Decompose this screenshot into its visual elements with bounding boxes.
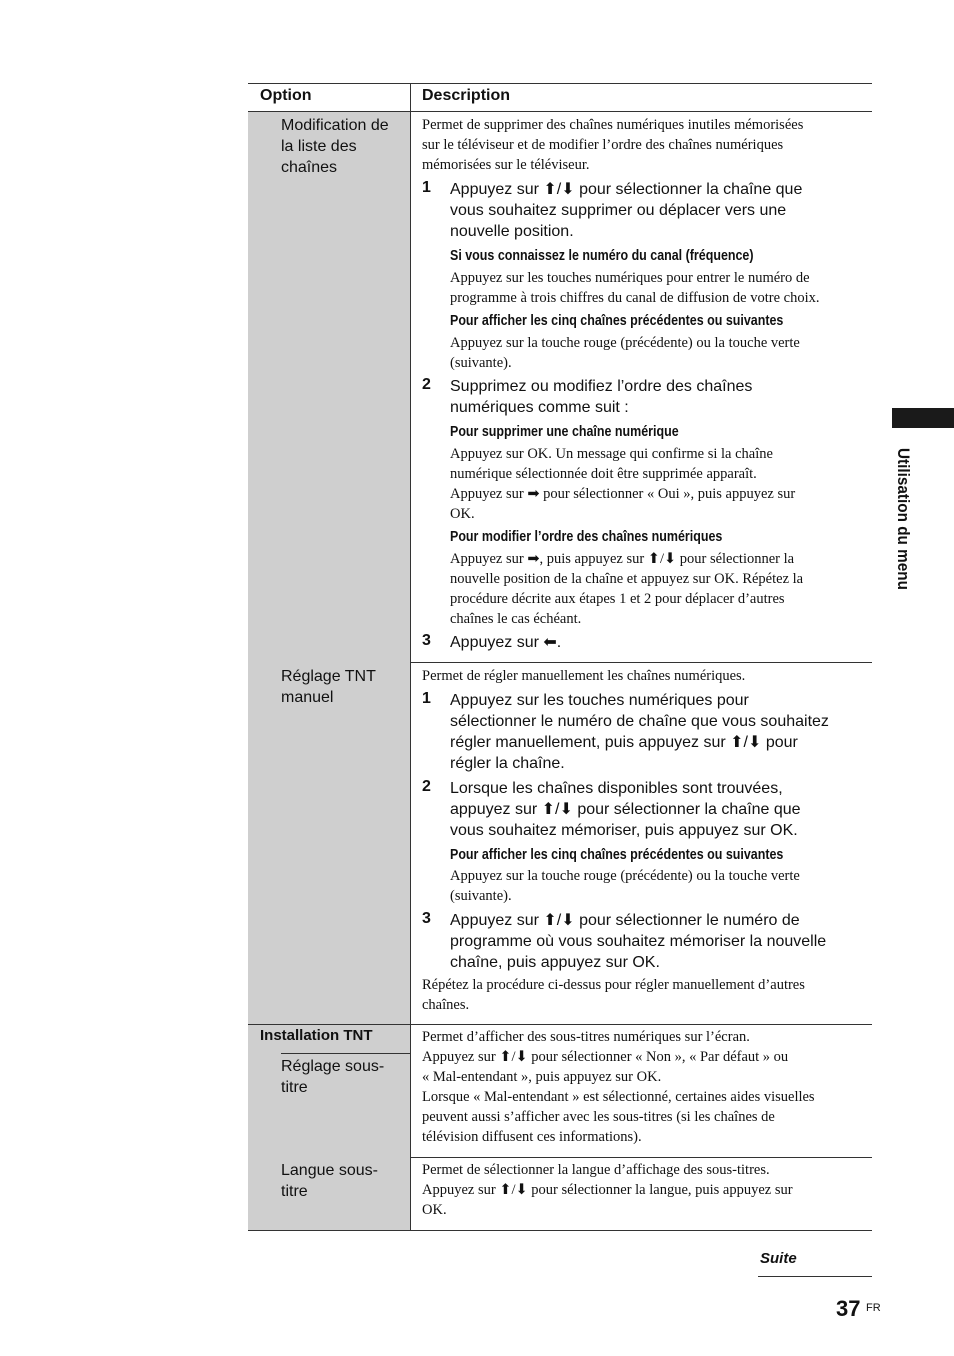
page-number: 37 bbox=[836, 1296, 861, 1321]
continued-label: Suite bbox=[760, 1250, 797, 1267]
tnt-step-2: Lorsque les chaînes disponibles sont trouvées, appuyez sur ⬆/⬇ pour sélectionner la chaîne que vous souhaitez mémoriser, puis appuyez sur OK. bbox=[450, 780, 801, 839]
sub-option-rule bbox=[281, 1053, 410, 1054]
page-language: FR bbox=[866, 1302, 881, 1314]
header-option: Option bbox=[260, 87, 312, 104]
tnt-intro: Permet de régler manuellement les chaînes numériques. bbox=[422, 668, 746, 684]
subheading: Pour supprimer une chaîne numérique bbox=[450, 424, 679, 440]
modif-sub2-text: Appuyez sur la touche rouge (précédente) ou la touche verte (suivante). bbox=[450, 335, 800, 371]
step-number: 1 bbox=[422, 179, 431, 196]
option-dtt-installation: Installation TNT bbox=[260, 1027, 373, 1044]
section-tab-marker bbox=[892, 408, 954, 428]
header-description: Description bbox=[422, 87, 511, 104]
tnt-step-3: Appuyez sur ⬆/⬇ pour sélectionner le numéro de programme où vous souhaitez mémoriser la nouvelle chaîne, puis appuyez sur OK. bbox=[450, 912, 827, 971]
option-subtitle-language: Langue sous- titre bbox=[281, 1162, 378, 1200]
modif-step-2: Supprimez ou modifiez l’ordre des chaînes numériques comme suit : bbox=[450, 378, 753, 416]
modif-step-3: Appuyez sur ⬅. bbox=[450, 634, 562, 651]
modif-step-1: Appuyez sur ⬆/⬇ pour sélectionner la chaîne que vous souhaitez supprimer ou déplacer vers une nouvelle position. bbox=[450, 181, 803, 240]
step-number: 3 bbox=[422, 632, 431, 649]
subtitle-language-desc: Permet de sélectionner la langue d’affichage des sous-titres. Appuyez sur ⬆/⬇ pour sélectionner la langue, puis appuyez sur OK. bbox=[422, 1162, 793, 1218]
modif-sub1-text: Appuyez sur les touches numériques pour entrer le numéro de programme à trois chiffres du canal de diffusion de votre choix. bbox=[450, 270, 820, 306]
table-bottom-rule bbox=[248, 1230, 872, 1231]
step-number: 3 bbox=[422, 910, 431, 927]
option-manual-dtt-tuning: Réglage TNT manuel bbox=[281, 668, 376, 706]
option-subtitle-setting: Réglage sous- titre bbox=[281, 1058, 385, 1096]
column-divider bbox=[410, 83, 411, 1231]
options-table bbox=[248, 83, 872, 1231]
subheading: Si vous connaissez le numéro du canal (fréquence) bbox=[450, 248, 754, 264]
subheading: Pour afficher les cinq chaînes précédentes ou suivantes bbox=[450, 313, 784, 329]
modif-intro: Permet de supprimer des chaînes numériques inutiles mémorisées sur le téléviseur et de modifier l’ordre des chaînes numériques mémorisées sur le téléviseur. bbox=[422, 117, 804, 173]
modif-sub3-text: Appuyez sur OK. Un message qui confirme si la chaîne numérique sélectionnée doit être supprimée apparaît. Appuyez sur ➡ pour sélectionner « Oui », puis appuyez sur OK. bbox=[450, 446, 796, 522]
subtitle-setting-desc: Permet d’afficher des sous-titres numériques sur l’écran. Appuyez sur ⬆/⬇ pour sélectionner « Non », « Par défaut » ou « Mal-entendant », puis appuyez sur OK. Lorsque « Mal-entendant » est sélectionné, certaines aides visuelles peuvent aussi s’afficher avec les sous-titres (si les chaînes de télévision diffusent ces informations). bbox=[422, 1029, 815, 1145]
modif-sub4-text: Appuyez sur ➡, puis appuyez sur ⬆/⬇ pour sélectionner la nouvelle position de la chaîne et appuyez sur OK. Répétez la procédure décrite aux étapes 1 et 2 pour déplacer d’autres chaînes le cas échéant. bbox=[450, 551, 804, 627]
row-rule bbox=[248, 1024, 872, 1025]
header-rule bbox=[248, 111, 872, 112]
tnt-step-1: Appuyez sur les touches numériques pour sélectionner le numéro de chaîne que vous souhaitez régler manuellement, puis appuyez sur ⬆/⬇ pour régler la chaîne. bbox=[450, 692, 829, 772]
section-label: Utilisation du menu bbox=[894, 448, 913, 590]
subheading: Pour modifier l’ordre des chaînes numériques bbox=[450, 529, 723, 545]
table-top-rule bbox=[248, 83, 872, 84]
row-rule bbox=[410, 1157, 872, 1158]
step-number: 2 bbox=[422, 778, 431, 795]
row-rule bbox=[410, 662, 872, 663]
subheading: Pour afficher les cinq chaînes précédentes ou suivantes bbox=[450, 847, 784, 863]
step-number: 1 bbox=[422, 690, 431, 707]
option-channel-list-edit: Modification de la liste des chaînes bbox=[281, 117, 389, 176]
tnt-sub-text: Appuyez sur la touche rouge (précédente) ou la touche verte (suivante). bbox=[450, 868, 800, 904]
tnt-outro: Répétez la procédure ci-dessus pour régler manuellement d’autres chaînes. bbox=[422, 977, 805, 1013]
step-number: 2 bbox=[422, 376, 431, 393]
continued-rule bbox=[758, 1276, 872, 1277]
